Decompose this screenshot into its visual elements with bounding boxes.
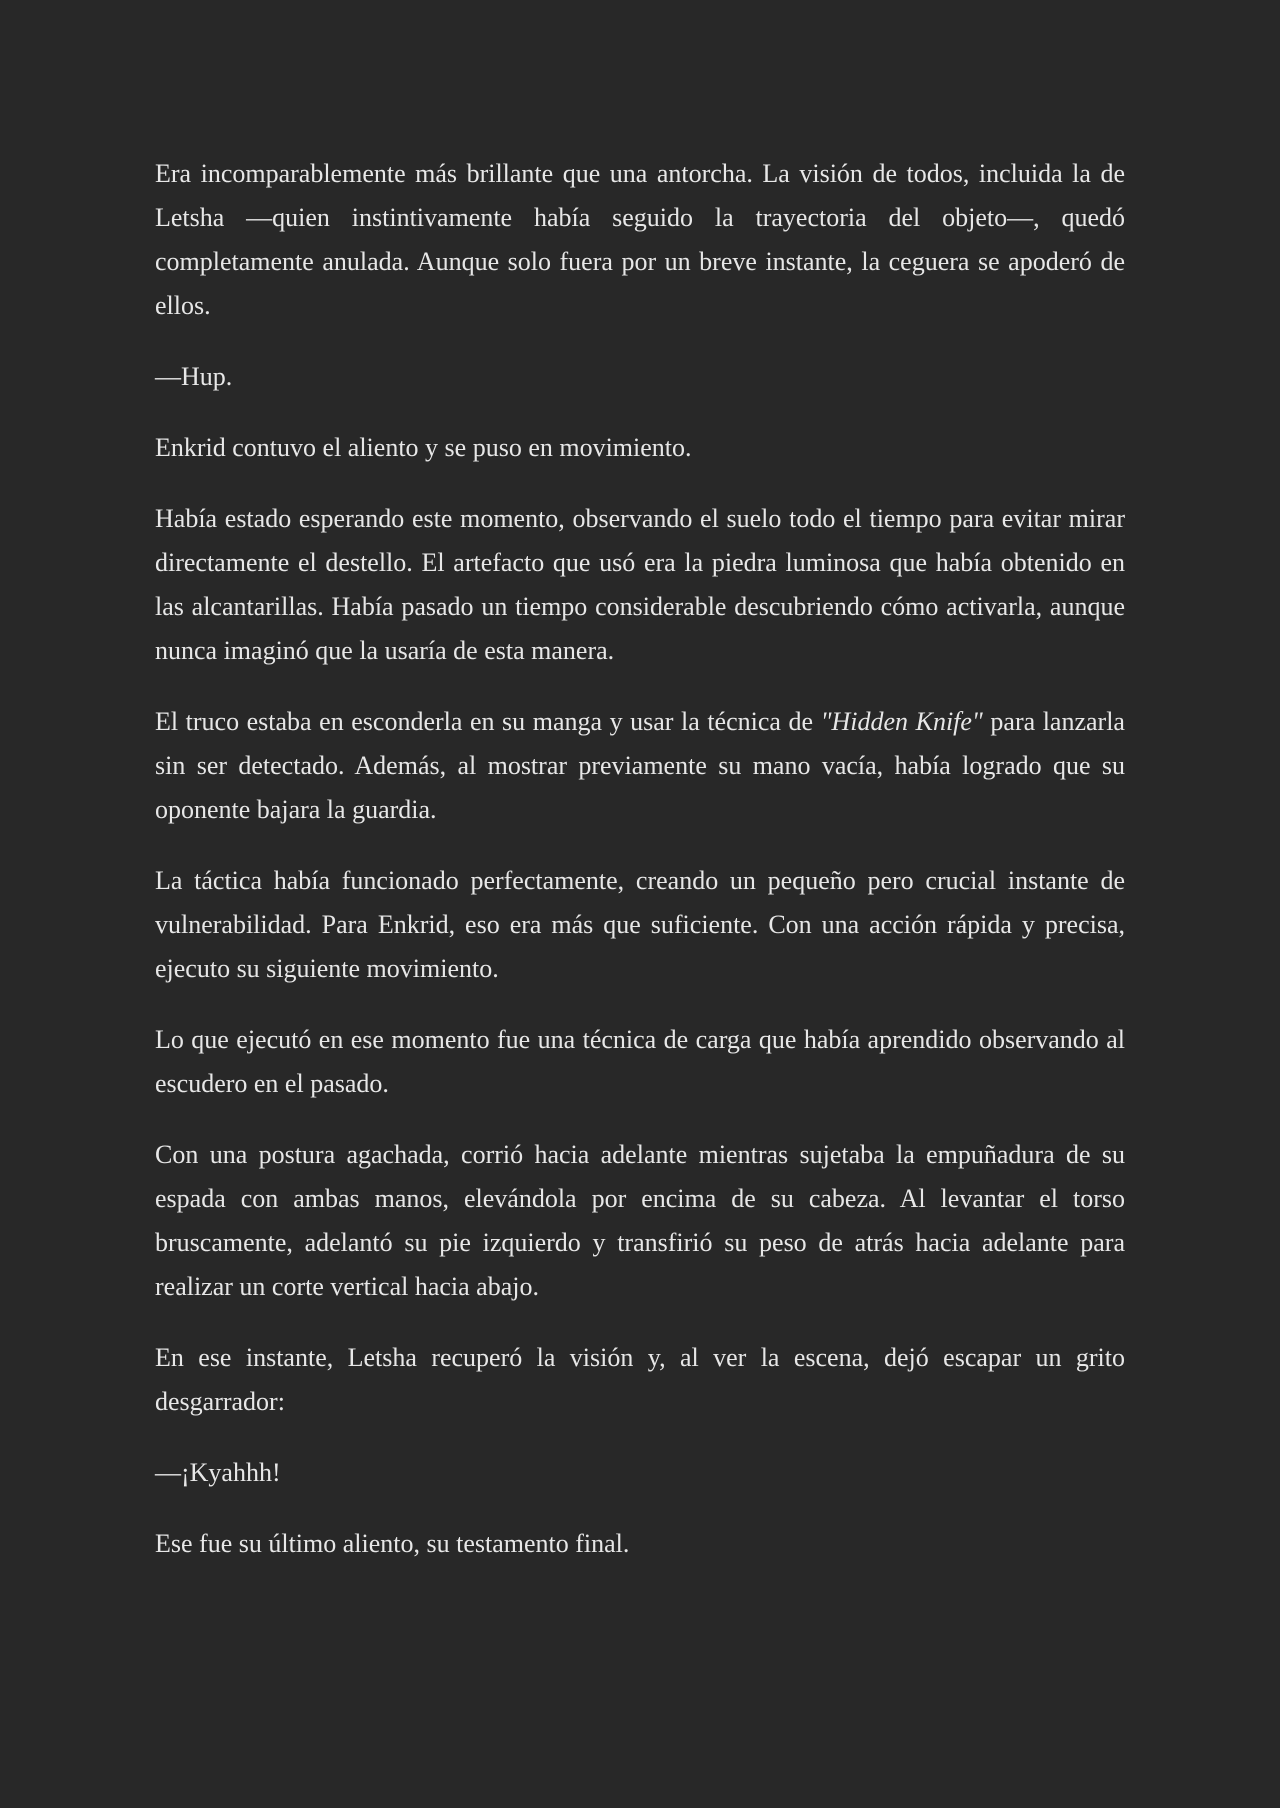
paragraph: En ese instante, Letsha recuperó la visión y, al ver la escena, dejó escapar un grito desgarrador:: [155, 1343, 1125, 1416]
technique-name: "Hidden Knife": [820, 707, 983, 736]
paragraph: Con una postura agachada, corrió hacia adelante mientras sujetaba la empuñadura de su espada con ambas manos, elevándola por encima de su cabeza. Al levantar el torso bruscamente, adelantó su pie izquierdo y transfirió su peso de atrás hacia adelante para realizar un corte vertical hacia abajo.: [155, 1140, 1125, 1301]
paragraph-text: para lanzarla sin ser detectado. Además, al mostrar previamente su mano vacía, había logrado que su oponente bajara la guardia.: [155, 707, 1125, 824]
paragraph: —Hup.: [155, 362, 233, 391]
chapter-text: [155, 152, 1125, 1566]
paragraph: Ese fue su último aliento, su testamento final.: [155, 1529, 630, 1558]
paragraph: [155, 700, 1125, 832]
paragraph: —¡Kyahhh!: [155, 1458, 281, 1487]
paragraph: Era incomparablemente más brillante que una antorcha. La visión de todos, incluida la de Letsha —quien instintivamente había seguido la trayectoria del objeto—, quedó completamente anulada. Aunque solo fuera por un breve instante, la ceguera se apoderó de ellos.: [155, 159, 1125, 320]
paragraph: Lo que ejecutó en ese momento fue una técnica de carga que había aprendido observando al escudero en el pasado.: [155, 1025, 1125, 1098]
paragraph-text: El truco estaba en esconderla en su manga y usar la técnica de: [155, 707, 821, 736]
paragraph: Enkrid contuvo el aliento y se puso en movimiento.: [155, 433, 692, 462]
paragraph: La táctica había funcionado perfectamente, creando un pequeño pero crucial instante de vulnerabilidad. Para Enkrid, eso era más que suficiente. Con una acción rápida y precisa, ejecuto su siguiente movimiento.: [155, 866, 1125, 983]
paragraph: Había estado esperando este momento, observando el suelo todo el tiempo para evitar mirar directamente el destello. El artefacto que usó era la piedra luminosa que había obtenido en las alcantarillas. Había pasado un tiempo considerable descubriendo cómo activarla, aunque nunca imaginó que la usaría de esta manera.: [155, 504, 1125, 665]
